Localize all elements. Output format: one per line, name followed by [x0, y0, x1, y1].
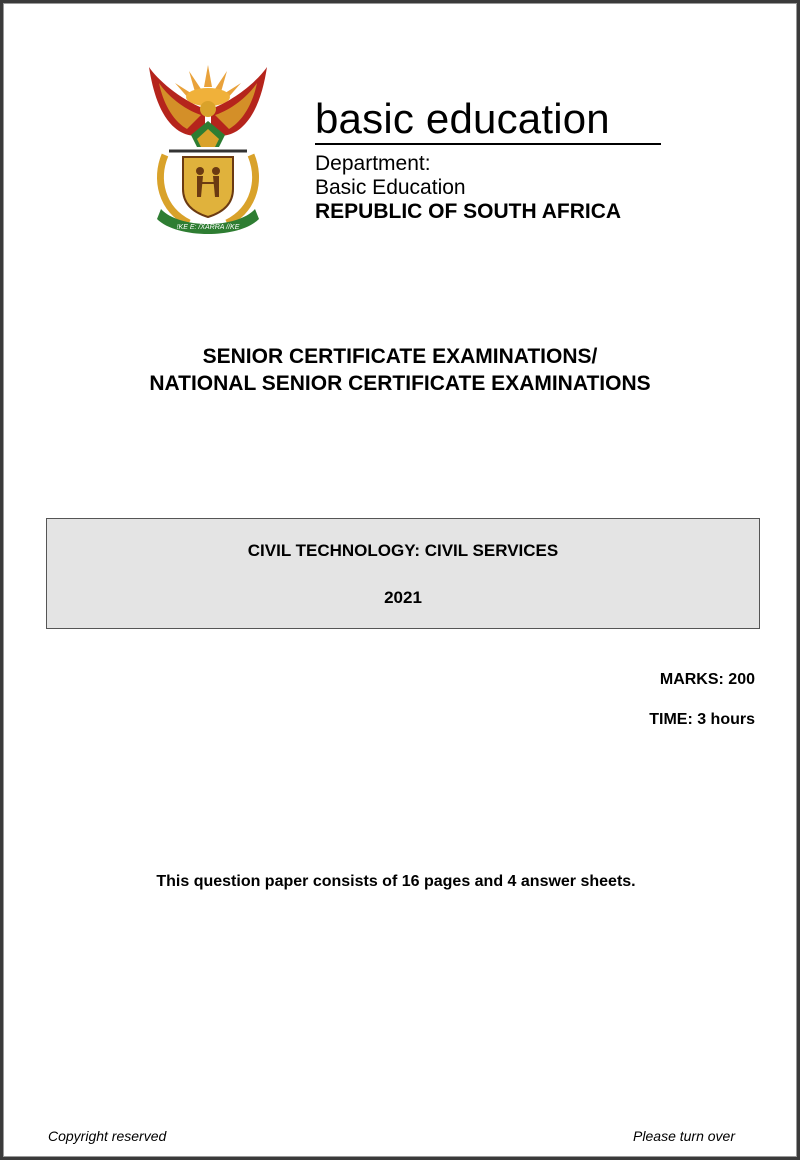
crest-motto: !KE E: /XARRA //KE	[176, 224, 240, 231]
marks-label: MARKS: 200	[659, 671, 755, 688]
exam-title-line1: SENIOR CERTIFICATE EXAMINATIONS/	[202, 345, 598, 368]
exam-title	[3, 343, 797, 397]
time-label: TIME: 3 hours	[649, 711, 755, 728]
brand-title: basic education	[315, 95, 610, 142]
turn-over-footer: Please turn over	[633, 1128, 735, 1144]
brand-underline	[315, 143, 661, 145]
paper-contents-note: This question paper consists of 16 pages and 4 answer sheets.	[156, 873, 636, 890]
subject-box	[46, 518, 760, 629]
subject-year: 2021	[384, 588, 422, 607]
department-name: Basic Education	[315, 176, 466, 199]
copyright-footer: Copyright reserved	[48, 1128, 167, 1144]
country-name: REPUBLIC OF SOUTH AFRICA	[315, 200, 622, 223]
department-label: Department:	[315, 152, 431, 175]
exam-title-line2: NATIONAL SENIOR CERTIFICATE EXAMINATIONS	[149, 372, 651, 395]
subject-title: CIVIL TECHNOLOGY: CIVIL SERVICES	[247, 541, 559, 560]
coat-of-arms-logo	[139, 59, 277, 235]
